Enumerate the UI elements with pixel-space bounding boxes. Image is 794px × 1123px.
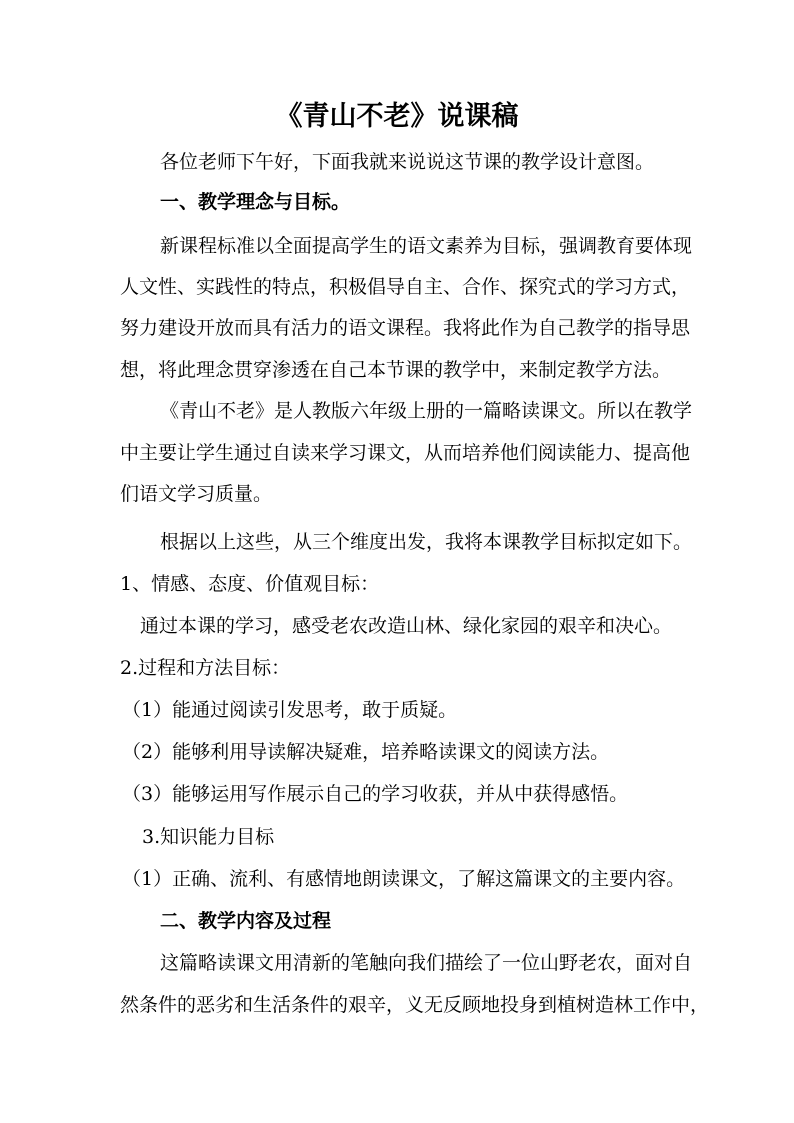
- section1-heading: 一、教学理念与目标。: [160, 191, 351, 213]
- greeting-paragraph: 各位老师下午好，下面我就来说说这节课的教学设计意图。: [160, 151, 655, 173]
- section2-heading: 二、教学内容及过程: [160, 910, 332, 932]
- paragraph1-line: 想，将此理念贯穿渗透在自己本节课的教学中，来制定教学方法。: [120, 359, 672, 381]
- goal2-item: （2）能够利用导读解决疑难，培养略读课文的阅读方法。: [122, 741, 610, 763]
- goal1-text: 通过本课的学习，感受老农改造山林、绿化家园的艰辛和决心。: [140, 615, 673, 637]
- paragraph1-line: 新课程标准以全面提高学生的语文素养为目标，强调教育要体现: [160, 235, 693, 257]
- section2-paragraph-line: 这篇略读课文用清新的笔触向我们描绘了一位山野老农，面对自: [160, 952, 693, 974]
- paragraph3: 根据以上这些，从三个维度出发，我将本课教学目标拟定如下。: [160, 531, 693, 553]
- page-title: 《青山不老》说课稿: [275, 101, 519, 132]
- paragraph2-line: 们语文学习质量。: [120, 483, 273, 505]
- goal3-title: 3.知识能力目标: [142, 826, 275, 848]
- paragraph2-line: 《青山不老》是人教版六年级上册的一篇略读课文。所以在教学: [160, 400, 693, 422]
- goal2-item: （1）能通过阅读引发思考，敢于质疑。: [122, 699, 458, 721]
- goal1-title: 1、情感、态度、价值观目标：: [120, 573, 380, 595]
- paragraph1-line: 人文性、实践性的特点，积极倡导自主、合作、探究式的学习方式，: [120, 276, 691, 298]
- goal2-title: 2.过程和方法目标：: [120, 657, 291, 679]
- section2-paragraph-line: 然条件的恶劣和生活条件的艰辛，义无反顾地投身到植树造林工作中，: [120, 994, 710, 1016]
- goal2-item: （3）能够运用写作展示自己的学习收获，并从中获得感悟。: [122, 783, 629, 805]
- paragraph2-line: 中主要让学生通过自读来学习课文，从而培养他们阅读能力、提高他: [120, 442, 691, 464]
- goal3-item: （1）正确、流利、有感情地朗读课文，了解这篇课文的主要内容。: [122, 868, 686, 890]
- paragraph1-line: 努力建设开放而具有活力的语文课程。我将此作为自己教学的指导思: [120, 317, 691, 339]
